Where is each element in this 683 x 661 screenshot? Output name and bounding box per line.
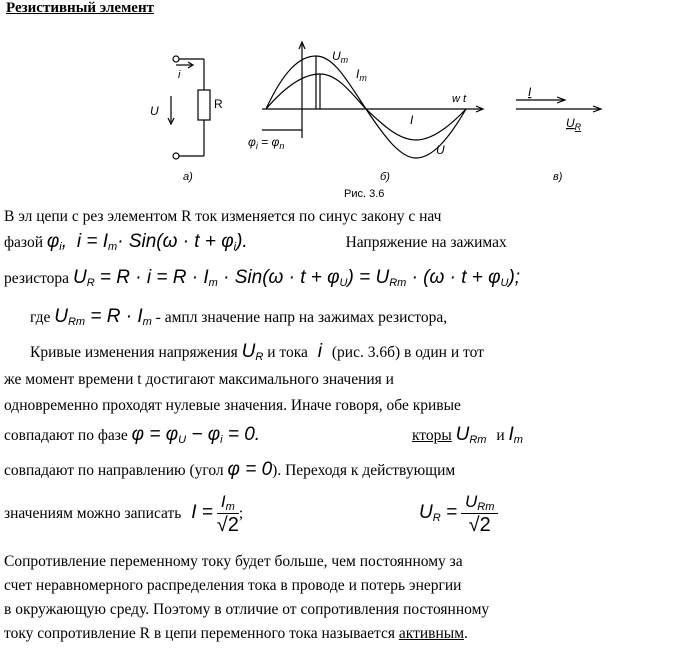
line-14: току сопротивление R в цепи переменного тока называется активным. — [4, 625, 468, 642]
text: ). Переходя к действующим — [272, 462, 456, 479]
formula-urm: URm = R · Im — [54, 306, 152, 328]
line-7: одновременно проходят нулевые значения. Иначе говоря, обе кривые — [4, 397, 461, 414]
graph-label-phi: $\varphi_i = \varphi_n$ — [248, 135, 285, 151]
formula-effective-voltage: UR = — [419, 502, 458, 525]
line-3 — [4, 267, 520, 289]
text: и тока — [267, 344, 308, 361]
line-4 — [30, 306, 447, 328]
line-11: Сопротивление переменному току будет больше, чем постоянному за — [4, 553, 463, 570]
formula-i: i — [317, 341, 322, 362]
graph-label-um: $U_m$ — [332, 49, 349, 65]
figure-3-6 — [0, 30, 683, 198]
graph-label-im: $I_m$ — [356, 67, 367, 83]
phasor-diagram — [516, 97, 601, 112]
text: значениям можно записать — [4, 505, 182, 523]
formula-voltage: UR = R · i = R · Im · Sin(ω · t + φU) = URm · (ω · t + φU); — [72, 267, 521, 289]
text: - ампл значение напр на зажимах резистора, — [151, 309, 448, 326]
line-12: счет неравномерного распределения тока в проводе и потерь энергии — [4, 577, 462, 594]
text: кторы — [411, 427, 452, 444]
text: току сопротивление R в цепи переменного тока называется — [4, 625, 396, 642]
vector-label-i: I — [528, 85, 532, 99]
formula-phase: φ = φU − φi = 0. — [131, 424, 261, 446]
vector-im: Im — [508, 424, 523, 446]
sine-graph — [262, 42, 483, 158]
fraction-im: $\frac{Im}{√2}$ — [216, 492, 239, 536]
text: и — [496, 427, 505, 444]
circuit-label-r: R — [214, 97, 223, 111]
fraction-urm: $\frac{\text{URm}}{√2}$ — [461, 492, 498, 537]
line-6: же момент времени t достигают максимального значения и — [4, 371, 394, 388]
text: фазой — [4, 234, 43, 251]
label-c: в) — [553, 171, 563, 183]
label-b: б) — [380, 171, 390, 183]
line-10: значениям можно записать I = $\frac{Im}{√2}$ ; UR = $\frac{\text{URm}}{√2}$ — [4, 492, 498, 537]
line-9 — [4, 459, 455, 481]
formula-ur: UR — [241, 341, 264, 363]
text: резистора — [4, 270, 70, 287]
formula-phi-i: φi, — [46, 231, 68, 253]
text: Кривые изменения напряжения — [30, 344, 238, 361]
line-8 — [4, 424, 523, 446]
circuit-diagram — [168, 56, 210, 159]
graph-label-u: U — [436, 143, 445, 157]
formula-phi-zero: φ = 0 — [227, 459, 273, 480]
graph-label-wt: w t — [452, 93, 467, 105]
line-5 — [30, 341, 484, 363]
line-13: в окружающую среду. Поэтому в отличие от сопротивления постоянному — [4, 601, 490, 618]
line-2 — [4, 231, 507, 253]
page-title: Резистивный элемент — [6, 0, 154, 16]
text: где — [30, 309, 51, 326]
keyword-active: активным — [398, 625, 465, 642]
circuit-label-i: i — [178, 69, 181, 81]
text: совпадают по фазе — [4, 427, 128, 444]
figure-caption: Рис. 3.6 — [344, 188, 385, 198]
formula-effective-current: I = — [191, 502, 213, 524]
label-a: а) — [183, 171, 193, 183]
vector-urm: URm — [455, 424, 487, 446]
circuit-label-u: U — [150, 104, 159, 118]
formula-current: i = Im· Sin(ω · t + φi). — [76, 231, 248, 253]
text: (рис. 3.6б) в один и тот — [331, 344, 484, 361]
line-1: В эл цепи с рез элементом R ток изменяется по синус закону с нач — [4, 208, 442, 225]
text: совпадают по направлению (угол — [4, 462, 224, 479]
text: Напряжение на зажимах — [345, 234, 507, 251]
vector-label-ur: $U_R$ — [566, 116, 582, 132]
graph-label-i: I — [410, 113, 414, 127]
